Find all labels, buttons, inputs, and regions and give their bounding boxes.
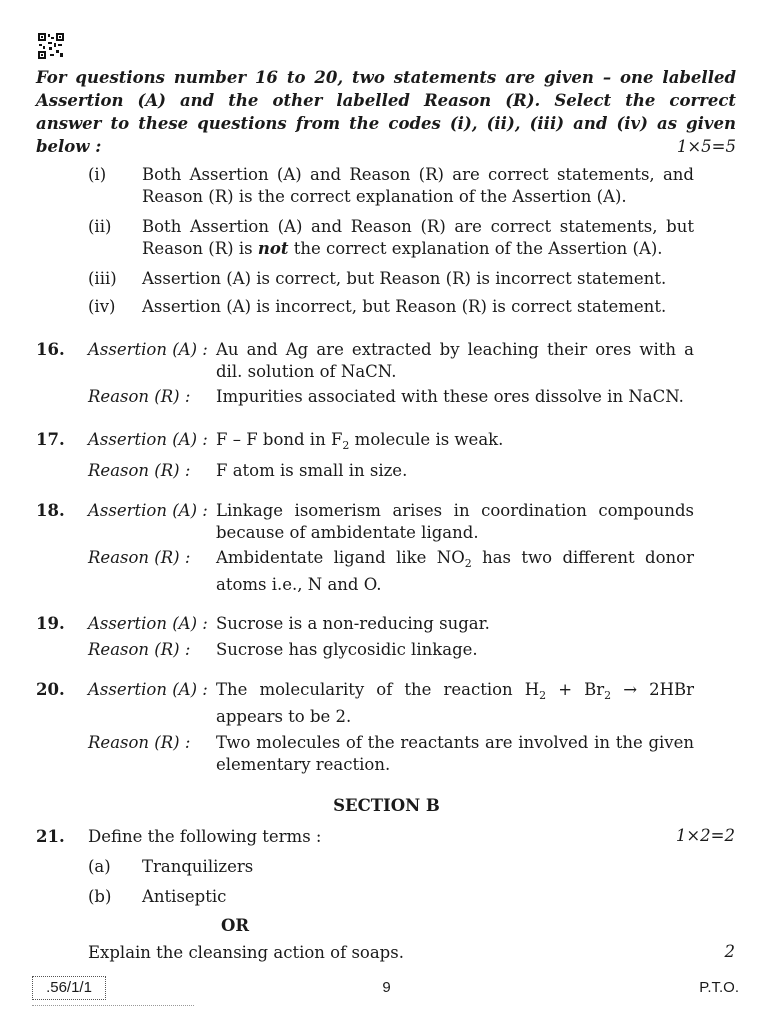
paper-code: .56/1/1 bbox=[32, 976, 106, 1000]
section-title: SECTION B bbox=[333, 796, 440, 815]
reason-label: Reason (R) : bbox=[88, 640, 191, 659]
item-text: Antiseptic bbox=[142, 887, 227, 906]
formula-text: → 2HBr bbox=[611, 680, 694, 699]
reason-text: Impurities associated with these ores dissolve in NaCN. bbox=[216, 387, 684, 406]
question-number: 16. bbox=[36, 340, 65, 359]
marks-label: 2 bbox=[724, 942, 735, 961]
pto-label: P.T.O. bbox=[699, 979, 739, 996]
reason-text: Two molecules of the reactants are involved in the given elementary reaction. bbox=[216, 733, 694, 774]
reason-label: Reason (R) : bbox=[88, 548, 191, 567]
code-text: Both Assertion (A) and Reason (R) are correct statements, and Reason (R) is the correct explanation of the Assertion (A). bbox=[142, 165, 694, 206]
assertion-label: Assertion (A) : bbox=[88, 680, 208, 699]
code-text: Assertion (A) is incorrect, but Reason (R) is correct statement. bbox=[142, 297, 667, 316]
page-number: 9 bbox=[382, 979, 391, 996]
assertion-label: Assertion (A) : bbox=[88, 501, 208, 520]
assertion-text-part: The molecularity of the reaction bbox=[216, 680, 513, 699]
item-number: (b) bbox=[88, 887, 112, 906]
code-text-part: the correct explanation of the Assertion (A). bbox=[288, 239, 663, 258]
question-number: 19. bbox=[36, 614, 65, 633]
item-number: (a) bbox=[88, 857, 111, 876]
subscript: 2 bbox=[539, 689, 547, 702]
instructions-line: answer to these questions from the codes (i), (ii), (iii) and (iv) as given bbox=[36, 114, 736, 133]
assertion-label: Assertion (A) : bbox=[88, 614, 208, 633]
marks-label: 1×5=5 bbox=[676, 137, 736, 156]
footer-divider bbox=[32, 1005, 194, 1006]
subscript: 2 bbox=[604, 689, 612, 702]
alternate-question: Explain the cleansing action of soaps. bbox=[88, 943, 404, 962]
instructions-line-end: below : bbox=[36, 137, 102, 156]
question-prompt: Define the following terms : bbox=[88, 827, 322, 846]
assertion-text: Sucrose is a non-reducing sugar. bbox=[216, 614, 490, 633]
instructions-line bbox=[36, 135, 736, 158]
question-number: 17. bbox=[36, 430, 65, 449]
assertion-label: Assertion (A) : bbox=[88, 430, 208, 449]
code-number: (i) bbox=[88, 165, 107, 184]
code-number: (iv) bbox=[88, 297, 116, 316]
subscript: 2 bbox=[342, 439, 350, 452]
marks-label: 1×2=2 bbox=[675, 826, 735, 845]
formula-text: Ambidentate ligand like NO bbox=[216, 548, 465, 567]
formula-text: H bbox=[524, 680, 540, 699]
item-text: Tranquilizers bbox=[142, 857, 254, 876]
reason-text: F atom is small in size. bbox=[216, 461, 408, 480]
question-number: 20. bbox=[36, 680, 65, 699]
assertion-text: Au and Ag are extracted by leaching their ores with a dil. solution of NaCN. bbox=[216, 340, 694, 381]
assertion-text: Linkage isomerism arises in coordination compounds because of ambidentate ligand. bbox=[216, 501, 694, 542]
code-number: (ii) bbox=[88, 217, 112, 236]
instructions bbox=[36, 66, 736, 158]
assertion-text bbox=[216, 679, 694, 701]
assertion-text-continued: appears to be 2. bbox=[216, 707, 352, 726]
subscript: 2 bbox=[464, 557, 472, 570]
reason-text bbox=[216, 547, 694, 569]
reaction-equation bbox=[524, 680, 694, 702]
qr-code-icon bbox=[38, 33, 64, 59]
reason-label: Reason (R) : bbox=[88, 733, 191, 752]
code-text-emphasis: not bbox=[257, 239, 289, 258]
question-number: 18. bbox=[36, 501, 65, 520]
code-text bbox=[142, 216, 694, 260]
formula-text: + Br bbox=[546, 680, 605, 699]
instructions-line: For questions number 16 to 20, two statements are given – one labelled bbox=[36, 68, 736, 87]
reason-label: Reason (R) : bbox=[88, 461, 191, 480]
instructions-line: Assertion (A) and the other labelled Reason (R). Select the correct bbox=[36, 91, 736, 110]
reason-text-continued: atoms i.e., N and O. bbox=[216, 575, 382, 594]
code-text-part: Both Assertion (A) and Reason (R) are correct statements, but Reason (R) is bbox=[142, 217, 694, 258]
assertion-label: Assertion (A) : bbox=[88, 340, 208, 359]
formula-text: F – F bond in F bbox=[216, 430, 343, 449]
question-number: 21. bbox=[36, 827, 65, 846]
assertion-text bbox=[216, 429, 694, 451]
reason-text: Sucrose has glycosidic linkage. bbox=[216, 640, 478, 659]
formula-text: has two different donor bbox=[471, 548, 694, 567]
code-number: (iii) bbox=[88, 269, 117, 288]
formula-text: molecule is weak. bbox=[349, 430, 504, 449]
code-text: Assertion (A) is correct, but Reason (R) is incorrect statement. bbox=[142, 269, 667, 288]
or-divider: OR bbox=[221, 916, 250, 935]
reason-label: Reason (R) : bbox=[88, 387, 191, 406]
